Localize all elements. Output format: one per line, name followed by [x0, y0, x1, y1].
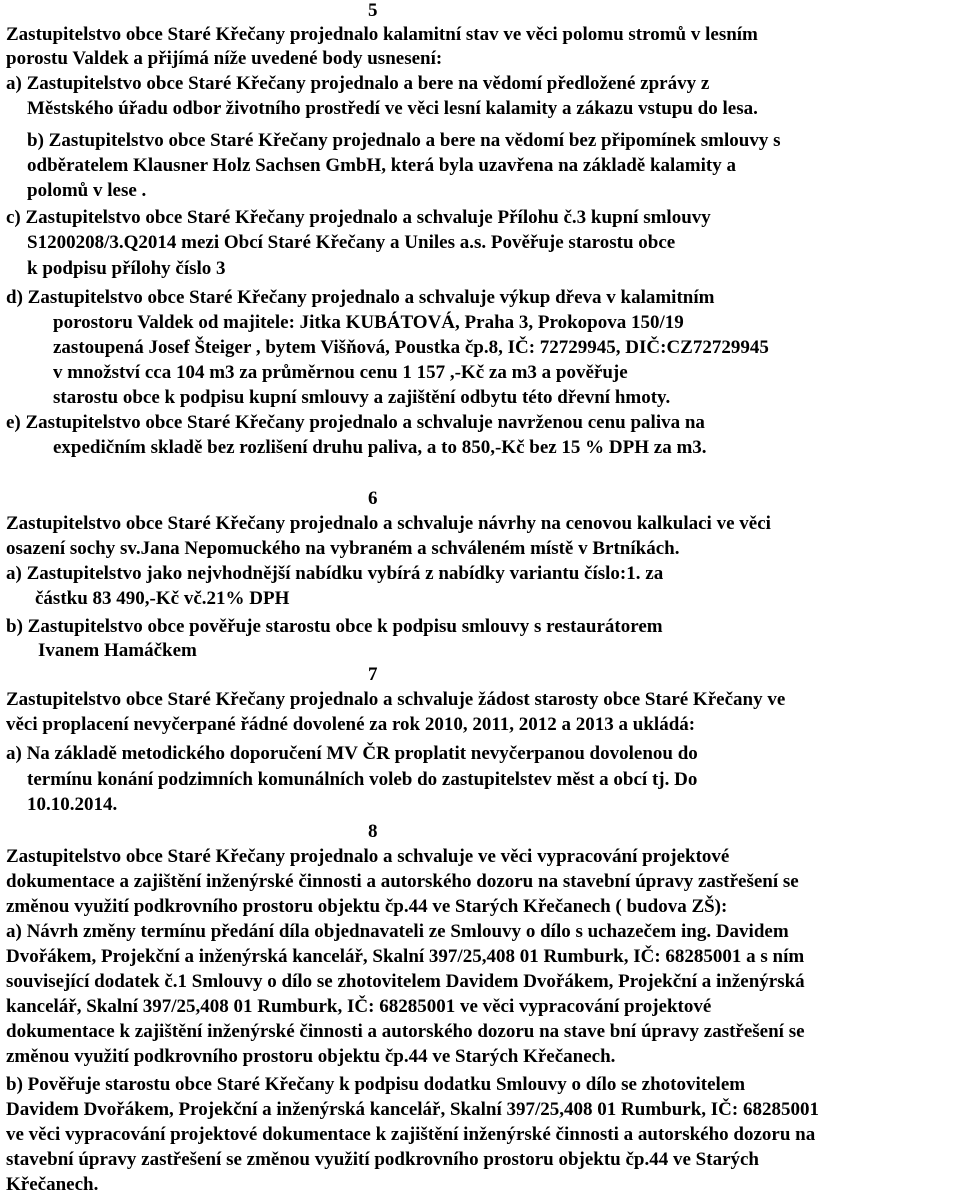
text-line: související dodatek č.1 Smlouvy o dílo se zhotovitelem Davidem Dvořákem, Projekční a inženýrská: [6, 971, 805, 992]
text-line: termínu konání podzimních komunálních voleb do zastupitelstev měst a obcí tj. Do: [27, 769, 698, 790]
section-number: 5: [368, 0, 378, 21]
text-line: Městského úřadu odbor životního prostředí ve věci lesní kalamity a zákazu vstupu do lesa.: [27, 98, 758, 119]
text-line: S1200208/3.Q2014 mezi Obcí Staré Křečany a Uniles a.s. Pověřuje starostu obce: [27, 232, 676, 253]
text-line: Ivanem Hamáčkem: [38, 640, 197, 661]
text-line: změnou využití podkrovního prostoru objektu čp.44 ve Starých Křečanech.: [6, 1046, 616, 1067]
text-line: starostu obce k podpisu kupní smlouvy a zajištění odbytu této dřevní hmoty.: [53, 387, 671, 408]
text-line: porostoru Valdek od majitele: Jitka KUBÁTOVÁ, Praha 3, Prokopova 150/19: [53, 312, 684, 333]
text-line: v množství cca 104 m3 za průměrnou cenu 1 157 ,-Kč za m3 a pověřuje: [53, 362, 628, 383]
text-line: Zastupitelstvo obce Staré Křečany projednalo a schvaluje ve věci vypracování projektové: [6, 846, 730, 867]
text-line: osazení sochy sv.Jana Nepomuckého na vybraném a schváleném místě v Brtníkách.: [6, 538, 680, 559]
text-line: zastoupená Josef Šteiger , bytem Višňová, Poustka čp.8, IČ: 72729945, DIČ:CZ72729945: [53, 337, 769, 358]
text-line: věci proplacení nevyčerpané řádné dovolené za rok 2010, 2011, 2012 a 2013 a ukládá:: [6, 714, 696, 735]
text-line: částku 83 490,-Kč vč.21% DPH: [35, 588, 290, 609]
text-line: stavební úpravy zastřešení se změnou využití podkrovního prostoru objektu čp.44 ve Starých: [6, 1149, 759, 1170]
section-number: 7: [368, 664, 378, 685]
text-line: odběratelem Klausner Holz Sachsen GmbH, která byla uzavřena na základě kalamity a: [27, 155, 736, 176]
section-number: 6: [368, 488, 378, 509]
text-line: a) Na základě metodického doporučení MV ČR proplatit nevyčerpanou dovolenou do: [6, 743, 698, 764]
text-line: Křečanech.: [6, 1174, 99, 1195]
text-line: dokumentace k zajištění inženýrské činnosti a autorského dozoru na stave bní úpravy zastřešení se: [6, 1021, 805, 1042]
text-line: k podpisu přílohy číslo 3: [27, 258, 226, 279]
text-line: dokumentace a zajištění inženýrské činnosti a autorského dozoru na stavební úpravy zastřešení se: [6, 871, 799, 892]
text-line: ve věci vypracování projektové dokumentace k zajištění inženýrské činnosti a autorského dozoru na: [6, 1124, 816, 1145]
text-line: porostu Valdek a přijímá níže uvedené body usnesení:: [6, 48, 443, 69]
text-line: d) Zastupitelstvo obce Staré Křečany projednalo a schvaluje výkup dřeva v kalamitním: [6, 287, 715, 308]
text-line: b) Zastupitelstvo obce Staré Křečany projednalo a bere na vědomí bez připomínek smlouvy s: [27, 130, 781, 151]
text-line: b) Pověřuje starostu obce Staré Křečany k podpisu dodatku Smlouvy o dílo se zhotovitelem: [6, 1074, 746, 1095]
text-line: Davidem Dvořákem, Projekční a inženýrská kancelář, Skalní 397/25,408 01 Rumburk, IČ: 68285001: [6, 1099, 819, 1120]
text-line: a) Zastupitelstvo jako nejvhodnější nabídku vybírá z nabídky variantu číslo:1. za: [6, 563, 664, 584]
text-line: kancelář, Skalní 397/25,408 01 Rumburk, IČ: 68285001 ve věci vypracování projektové: [6, 996, 712, 1017]
text-line: 10.10.2014.: [27, 794, 118, 815]
section-number: 8: [368, 821, 378, 842]
text-line: a) Návrh změny termínu předání díla objednavateli ze Smlouvy o dílo s uchazečem ing. Davidem: [6, 921, 789, 942]
text-line: b) Zastupitelstvo obce pověřuje starostu obce k podpisu smlouvy s restaurátorem: [6, 616, 663, 637]
text-line: e) Zastupitelstvo obce Staré Křečany projednalo a schvaluje navrženou cenu paliva na: [6, 412, 705, 433]
text-line: polomů v lese .: [27, 180, 147, 201]
text-line: Zastupitelstvo obce Staré Křečany projednalo a schvaluje návrhy na cenovou kalkulaci ve věci: [6, 513, 771, 534]
text-line: Zastupitelstvo obce Staré Křečany projednalo kalamitní stav ve věci polomu stromů v lesním: [6, 24, 758, 45]
text-line: změnou využití podkrovního prostoru objektu čp.44 ve Starých Křečanech ( budova ZŠ):: [6, 896, 728, 917]
text-line: Zastupitelstvo obce Staré Křečany projednalo a schvaluje žádost starosty obce Staré Křečany ve: [6, 689, 786, 710]
text-line: c) Zastupitelstvo obce Staré Křečany projednalo a schvaluje Přílohu č.3 kupní smlouvy: [6, 207, 711, 228]
text-line: Dvořákem, Projekční a inženýrská kancelář, Skalní 397/25,408 01 Rumburk, IČ: 68285001 a s ním: [6, 946, 805, 967]
text-line: expedičním skladě bez rozlišení druhu paliva, a to 850,-Kč bez 15 % DPH za m3.: [53, 437, 707, 458]
text-line: a) Zastupitelstvo obce Staré Křečany projednalo a bere na vědomí předložené zprávy z: [6, 73, 710, 94]
